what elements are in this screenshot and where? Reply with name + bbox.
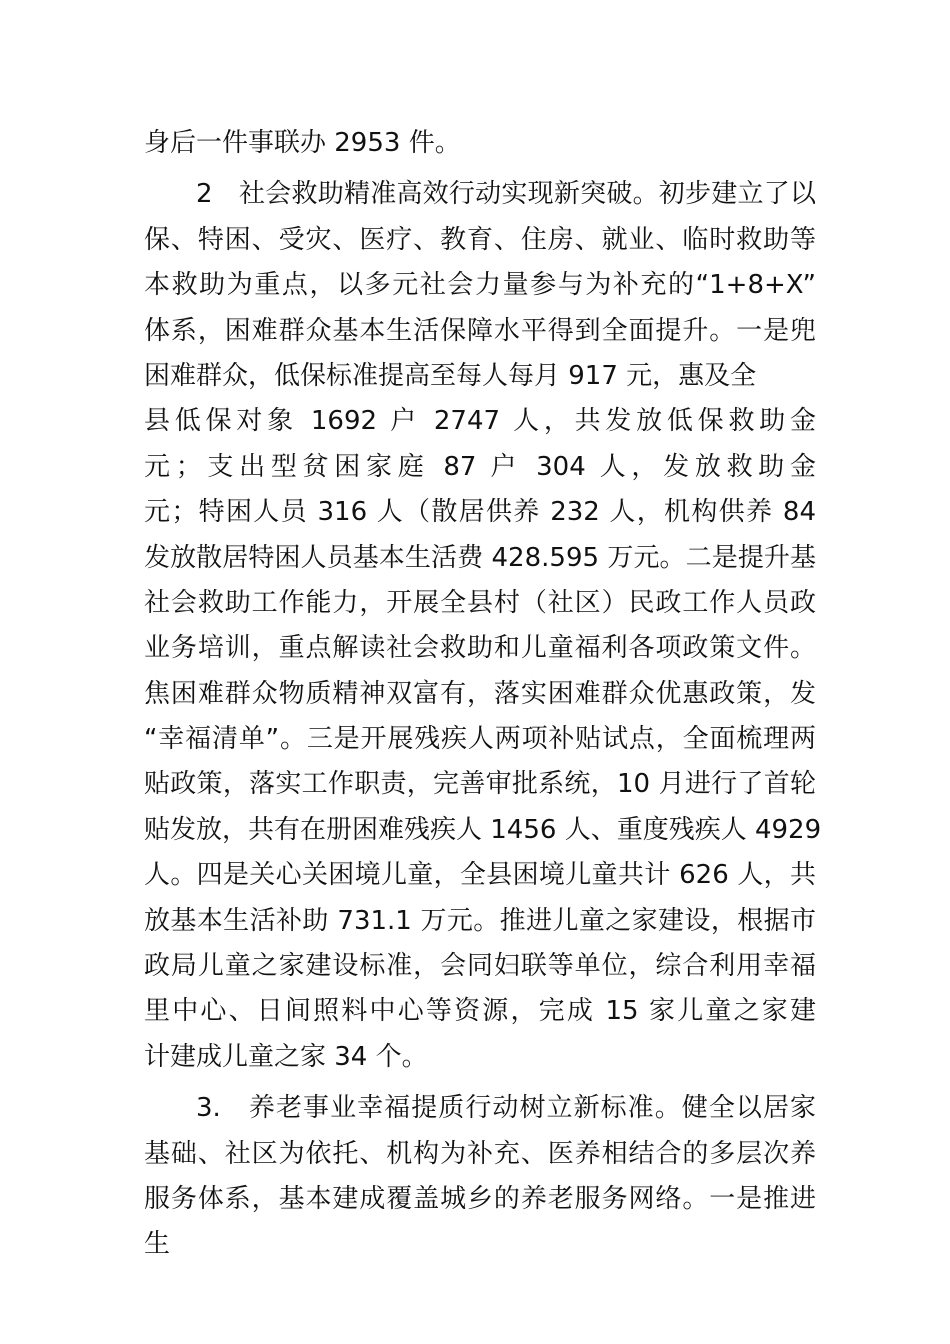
text-line-12: 业务培训，重点解读社会救助和儿童福利各项政策文件。 [144,633,816,664]
text-line-4: 本救助为重点，以多元社会力量参与为补充的“1+8+X” [144,270,816,301]
text-line-24: 服务体系，基本建成覆盖城乡的养老服务网络。一是推进 [144,1183,816,1214]
text-line-7: 县低保对象 1692 户 2747 人，共发放低保救助金 [144,406,816,437]
text-line-17: 人。四是关心关困境儿童，全县困境儿童共计 626 人，共 [144,860,816,891]
text-line-23: 基础、社区为依托、机构为补充、医养相结合的多层次养 [144,1138,816,1169]
text-line-22: 3. 养老事业幸福提质行动树立新标准。健全以居家 [196,1093,816,1124]
document-page [144,121,822,1268]
text-line-14: “幸福清单”。三是开展残疾人两项补贴试点，全面梳理两 [144,724,816,755]
text-line-9: 元；特困人员 316 人（散居供养 232 人，机构供养 84 [144,497,816,528]
text-line-18: 放基本生活补助 731.1 万元。推进儿童之家建设，根据市 [144,905,816,936]
text-line-19: 政局儿童之家建设标准，会同妇联等单位，综合利用幸福 [144,951,816,982]
text-line-11: 社会救助工作能力，开展全县村（社区）民政工作人员政 [144,587,816,618]
text-line-5: 体系，困难群众基本生活保障水平得到全面提升。一是兜 [144,315,816,346]
text-line-3: 保、特困、受灾、医疗、教育、住房、就业、临时救助等 [144,224,816,255]
text-line-13: 焦困难群众物质精神双富有，落实困难群众优惠政策，发 [144,678,816,709]
text-line-16: 贴发放，共有在册困难残疾人 1456 人、重度残疾人 4929 [144,814,822,845]
text-line-20: 里中心、日间照料中心等资源，完成 15 家儿童之家建 [144,996,816,1027]
text-line-2: 2 社会救助精准高效行动实现新突破。初步建立了以 [196,179,816,210]
text-line-10: 发放散居特困人员基本生活费 428.595 万元。二是提升基 [144,542,816,573]
text-line-6: 困难群众，低保标准提高至每人每月 917 元，惠及全 [144,360,757,391]
text-line-15: 贴政策，落实工作职责，完善审批系统，10 月进行了首轮 [144,769,816,800]
text-line-8: 元；支出型贫困家庭 87 户 304 人，发放救助金 [144,451,816,482]
text-line-25: 生 [144,1229,171,1260]
text-line-1: 身后一件事联办 2953 件。 [144,128,461,158]
text-line-21: 计建成儿童之家 34 个。 [144,1041,428,1072]
